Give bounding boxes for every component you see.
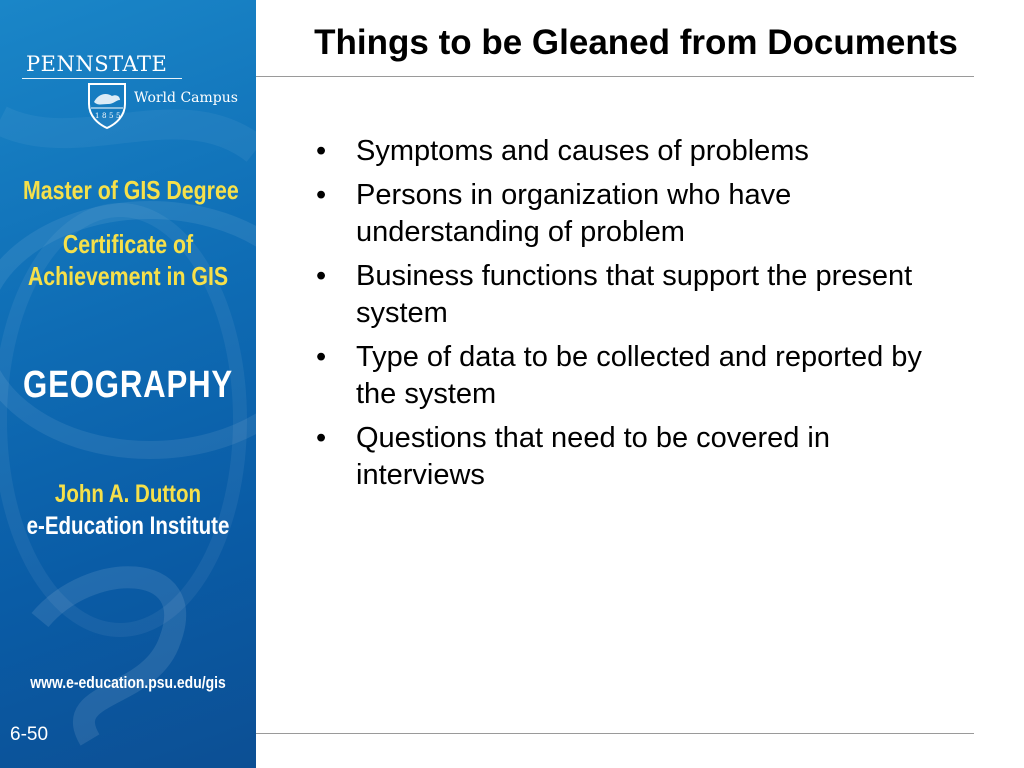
program-title: Master of GIS Degree <box>23 175 239 205</box>
logo-wordmark: PENNSTATE <box>26 52 168 76</box>
slide-title: Things to be Gleaned from Documents <box>314 23 958 62</box>
logo-divider <box>22 78 182 79</box>
bullet-marker: • <box>316 135 327 167</box>
bullet-text: Symptoms and causes of problems <box>356 135 809 167</box>
certificate-line: Certificate of <box>62 229 194 259</box>
program-url: www.e-education.psu.edu/gis <box>30 673 226 692</box>
bullet-item <box>316 177 936 251</box>
bullet-item <box>316 339 936 413</box>
title-divider <box>256 76 974 77</box>
penn-state-logo <box>22 52 252 132</box>
certificate-title <box>23 228 233 292</box>
bullet-marker: • <box>316 260 327 292</box>
institute-name-line: John A. Dutton <box>54 480 202 508</box>
bullet-text: Persons in organization who have understanding of problem <box>356 179 792 248</box>
logo-year-digit: 5 <box>116 112 121 120</box>
bullet-item <box>316 133 936 170</box>
bullet-marker: • <box>316 422 327 454</box>
logo-year-digit: 5 <box>109 112 114 120</box>
institute-name-line: e-Education Institute <box>26 512 230 540</box>
bullet-marker: • <box>316 341 327 373</box>
footer-divider <box>256 733 974 734</box>
logo-year-digit: 8 <box>102 112 107 120</box>
bullet-list <box>316 133 936 501</box>
sidebar-panel <box>0 0 256 768</box>
certificate-line: Achievement in GIS <box>27 261 229 291</box>
bullet-text: Type of data to be collected and reported by the system <box>356 341 922 410</box>
bullet-item <box>316 258 936 332</box>
bullet-text: Questions that need to be covered in interviews <box>356 422 830 491</box>
logo-year-digit: 1 <box>95 112 100 120</box>
bullet-marker: • <box>316 179 327 211</box>
bullet-text: Business functions that support the present system <box>356 260 913 329</box>
logo-campus-name: World Campus <box>134 90 238 106</box>
nittany-lion-shield-icon <box>86 82 128 130</box>
department-name: GEOGRAPHY <box>23 364 233 406</box>
bullet-item <box>316 420 936 494</box>
slide-number: 6-50 <box>10 724 49 745</box>
